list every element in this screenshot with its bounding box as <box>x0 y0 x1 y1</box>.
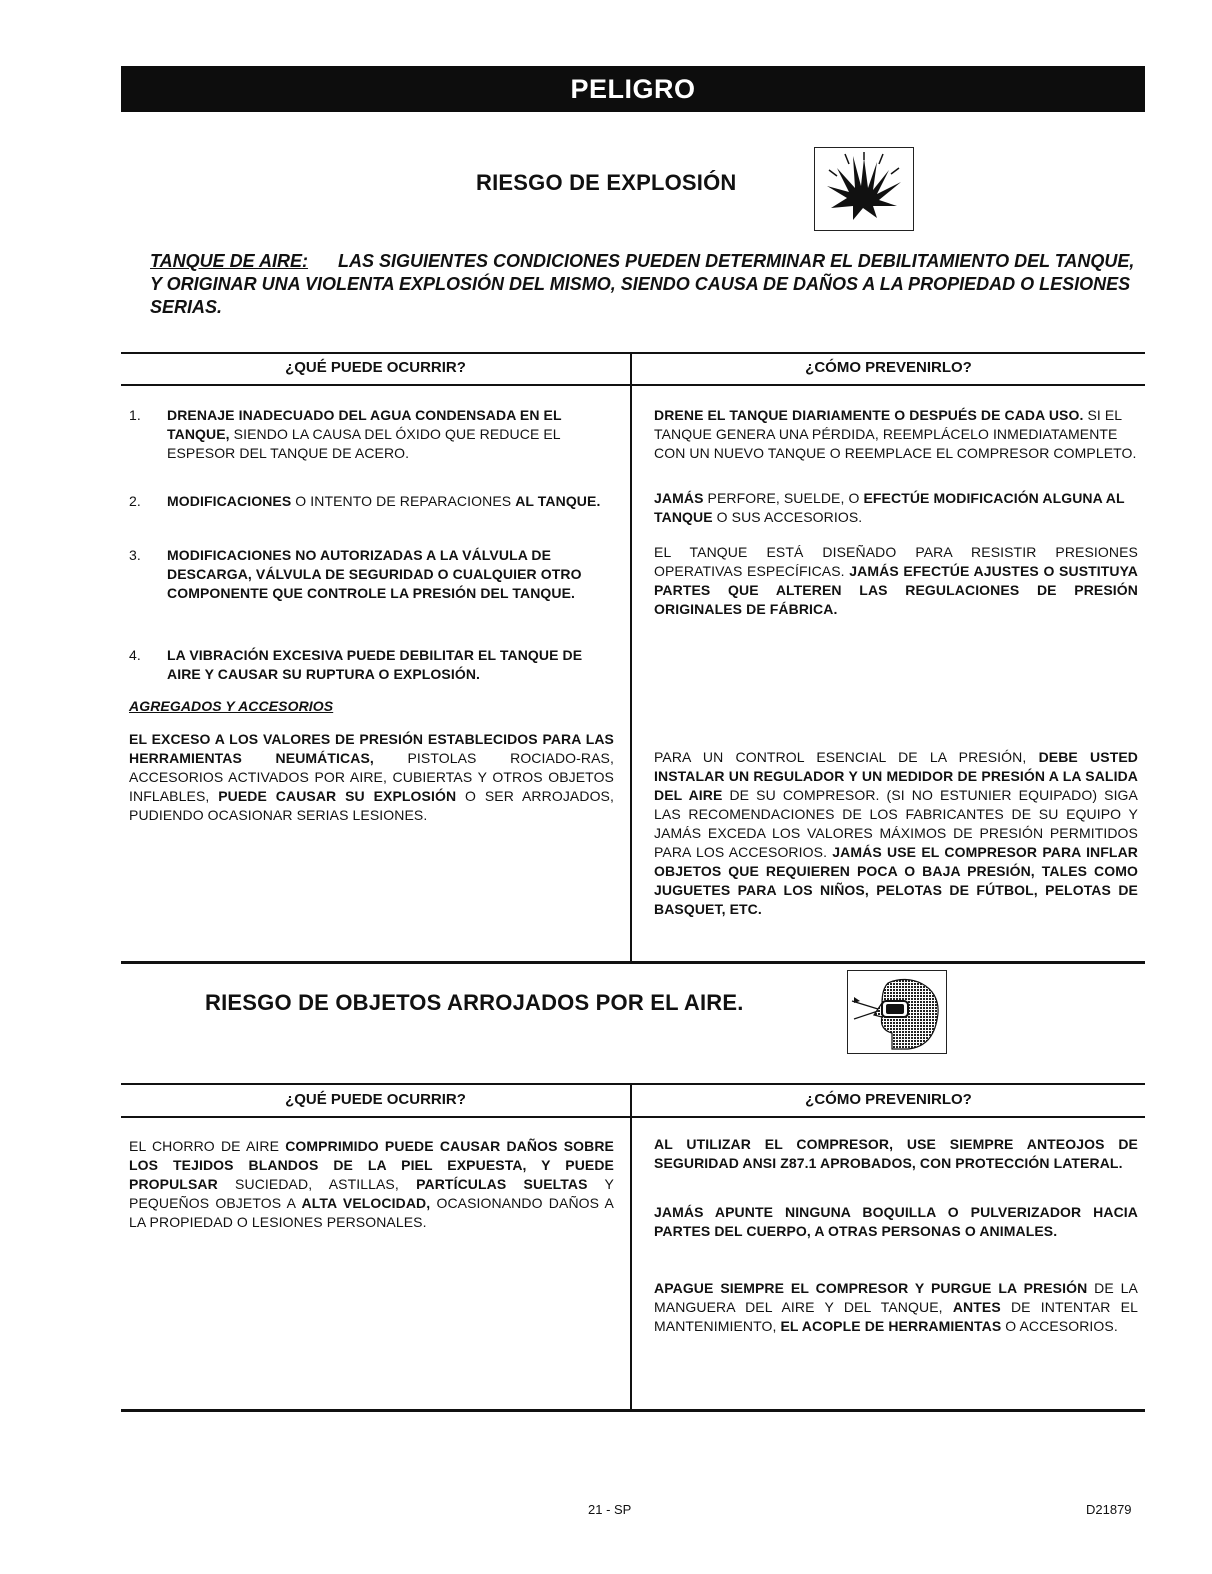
prevent-2 <box>654 1203 1138 1241</box>
item-bold: LA VIBRACIÓN EXCESIVA PUEDE DEBILITAR EL TANQUE DE AIRE Y CAUSAR SU RUPTURA O EXPLOSIÓN. <box>167 647 583 682</box>
col-header-prevent: ¿CÓMO PREVENIRLO? <box>805 359 972 376</box>
intro-lead: TANQUE DE AIRE: <box>150 251 309 271</box>
prev-bold: AL UTILIZAR EL COMPRESOR, USE SIEMPRE ANTEOJOS DE SEGURIDAD ANSI Z87.1 APROBADOS, CON PROTECCIÓN LATERAL. <box>654 1136 1138 1171</box>
page-number: 21 - SP <box>588 1502 632 1517</box>
acc-bold: PUEDE CAUSAR SU EXPLOSIÓN <box>218 788 457 804</box>
prev-bold: APAGUE SIEMPRE EL COMPRESOR Y PURGUE LA PRESIÓN <box>654 1280 1088 1296</box>
list-item <box>129 546 614 603</box>
col-header-occur: ¿QUÉ PUEDE OCURRIR? <box>285 359 466 376</box>
prev-bold: EFECTÚE MODIFICACIÓN ALGUNA AL TANQUE <box>654 490 1125 525</box>
prev-bold: DRENE EL TANQUE DIARIAMENTE O DESPUÉS DE CADA USO. <box>654 407 1084 423</box>
occ-bold: ALTA VELOCIDAD, <box>301 1195 431 1211</box>
prevent-2 <box>654 489 1138 527</box>
item-number: 1. <box>129 407 141 423</box>
item-bold: AL TANQUE. <box>515 493 601 509</box>
intro-text: LAS SIGUIENTES CONDICIONES PUEDEN DETERMINAR EL DEBILITAMIENTO DEL TANQUE, Y ORIGINAR UNA VIOLENTA EXPLOSIÓN DEL MISMO, SIENDO CAUSA DE DAÑOS A LA PROPIEDAD O LESIONES SERIAS. <box>150 251 1135 317</box>
prev-text: DE SU COMPRESOR. (SI NO ESTUNIER EQUIPADO) SIGA LAS RECOMENDACIONES DE LOS FABRICANTES DE SU EQUIPO Y JAMÁS EXCEDA LOS VALORES MÁXIMOS DE PRESIÓN PERMITIDOS PARA LOS ACCESORIOS. <box>654 787 1138 860</box>
column-divider <box>630 352 632 962</box>
list-item <box>129 406 614 463</box>
item-text: SIENDO LA CAUSA DEL ÓXIDO QUE REDUCE EL ESPESOR DEL TANQUE DE ACERO. <box>167 426 561 461</box>
table-rule <box>121 1116 1145 1118</box>
prevent-3 <box>654 1279 1138 1336</box>
prev-text: PERFORE, SUELDE, O <box>703 490 864 506</box>
section-title-flying-objects: RIESGO DE OBJETOS ARROJADOS POR EL AIRE. <box>205 990 744 1015</box>
prev-text: DE INTENTAR EL MANTENIMIENTO, <box>654 1299 1139 1334</box>
prev-bold: EL ACOPLE DE HERRAMIENTAS <box>780 1318 1002 1334</box>
acc-text: O SER ARROJADOS, PUDIENDO OCASIONAR SERIAS LESIONES. <box>129 788 614 823</box>
list-item <box>129 492 614 511</box>
table-rule <box>121 352 1145 354</box>
prev-text: PARA UN CONTROL ESENCIAL DE LA PRESIÓN, <box>654 749 1039 765</box>
table-rule <box>121 961 1145 964</box>
explosion-icon <box>814 147 914 231</box>
prevent-1 <box>654 1135 1138 1173</box>
item-number: 2. <box>129 493 141 509</box>
accessories-text <box>129 730 614 825</box>
occur-text <box>129 1137 614 1232</box>
item-text: O INTENTO DE REPARACIONES <box>291 493 516 509</box>
accessories-subheading: AGREGADOS Y ACCESORIOS <box>129 698 334 714</box>
col-header-prevent: ¿CÓMO PREVENIRLO? <box>805 1091 972 1108</box>
item-bold: MODIFICACIONES <box>167 493 292 509</box>
prev-bold: DEBE USTED INSTALAR UN REGULADOR Y UN MEDIDOR DE PRESIÓN A LA SALIDA DEL AIRE <box>654 749 1139 803</box>
col-header-occur: ¿QUÉ PUEDE OCURRIR? <box>285 1091 466 1108</box>
prev-text: SI EL TANQUE GENERA UNA PÉRDIDA, REEMPLÁCELO INMEDIATAMENTE CON UN NUEVO TANQUE O REEMPLACE EL COMPRESOR COMPLETO. <box>654 407 1137 461</box>
occ-bold: COMPRIMIDO PUEDE CAUSAR DAÑOS SOBRE LOS TEJIDOS BLANDOS DE LA PIEL EXPUESTA, Y PUEDE PROPULSAR <box>129 1138 614 1192</box>
document-code: D21879 <box>1086 1502 1132 1517</box>
table-rule <box>121 1083 1145 1085</box>
acc-text: PISTOLAS ROCIADO-RAS, ACCESORIOS ACTIVADOS POR AIRE, CUBIERTAS Y OTROS OBJETOS INFLABLES, <box>129 750 614 804</box>
prev-bold: JAMÁS USE EL COMPRESOR PARA INFLAR OBJETOS QUE REQUIEREN POCA O BAJA PRESIÓN, TALES COMO JUGUETES PARA LOS NIÑOS, PELOTAS DE FÚTBOL, PELOTAS DE BASQUET, ETC. <box>654 844 1138 917</box>
item-bold: DRENAJE INADECUADO DEL AGUA CONDENSADA EN EL TANQUE, <box>167 407 562 442</box>
danger-banner: PELIGRO <box>121 66 1145 112</box>
prev-bold: JAMÁS <box>654 490 704 506</box>
prev-text: O SUS ACCESORIOS. <box>712 509 863 525</box>
prev-bold: ANTES <box>952 1299 1001 1315</box>
flying-objects-table <box>121 1083 1145 1413</box>
explosion-table <box>121 352 1145 964</box>
occ-text: EL CHORRO DE AIRE <box>129 1138 286 1154</box>
item-number: 3. <box>129 547 141 563</box>
list-item <box>129 646 614 684</box>
item-bold: MODIFICACIONES NO AUTORIZADAS A LA VÁLVULA DE DESCARGA, VÁLVULA DE SEGURIDAD O CUALQUIER OTRO COMPONENTE QUE CONTROLE LA PRESIÓN DEL TANQUE. <box>167 547 582 601</box>
column-divider <box>630 1083 632 1410</box>
acc-bold: EL EXCESO A LOS VALORES DE PRESIÓN ESTABLECIDOS PARA LAS HERRAMIENTAS NEUMÁTICAS, <box>129 731 614 766</box>
occ-bold: PARTÍCULAS SUELTAS <box>416 1176 588 1192</box>
prev-bold: JAMÁS EFECTÚE AJUSTES O SUSTITUYA PARTES QUE ALTEREN LAS REGULACIONES DE PRESIÓN ORIGINALES DE FÁBRICA. <box>654 563 1138 617</box>
section-title-explosion: RIESGO DE EXPLOSIÓN <box>476 170 737 195</box>
table-rule <box>121 1409 1145 1412</box>
occ-text: OCASIONANDO DAÑOS A LA PROPIEDAD O LESIONES PERSONALES. <box>129 1195 614 1230</box>
tank-intro <box>150 250 1140 319</box>
prevent-4 <box>654 748 1138 919</box>
occ-text: SUCIEDAD, ASTILLAS, <box>217 1176 417 1192</box>
table-rule <box>121 384 1145 386</box>
prev-text: O ACCESORIOS. <box>1001 1318 1118 1334</box>
prevent-3 <box>654 543 1138 619</box>
prev-text: EL TANQUE ESTÁ DISEÑADO PARA RESISTIR PRESIONES OPERATIVAS ESPECÍFICAS. <box>654 544 1138 579</box>
flying-debris-icon <box>847 970 947 1054</box>
prev-text: DE LA MANGUERA DEL AIRE Y DEL TANQUE, <box>654 1280 1138 1315</box>
prevent-1 <box>654 406 1138 463</box>
occ-text: Y PEQUEÑOS OBJETOS A <box>129 1176 614 1211</box>
item-number: 4. <box>129 647 141 663</box>
prev-bold: JAMÁS APUNTE NINGUNA BOQUILLA O PULVERIZADOR HACIA PARTES DEL CUERPO, A OTRAS PERSONAS O ANIMALES. <box>654 1204 1138 1239</box>
